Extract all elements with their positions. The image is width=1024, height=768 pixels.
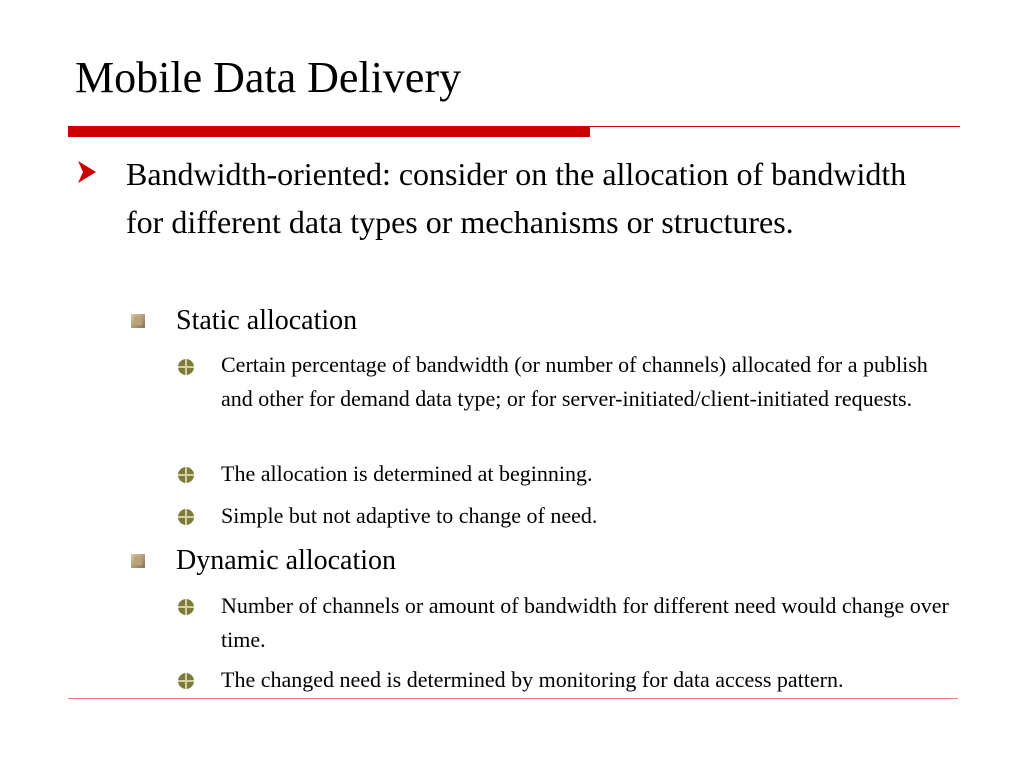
title-underline-thick [68, 126, 590, 137]
circle-bullet-icon [176, 507, 196, 527]
title-underline-thin [590, 126, 960, 127]
main-point-text: Bandwidth-oriented: consider on the allocation of bandwidth for different data types or mechanisms or structures. [126, 156, 907, 240]
list-item: The changed need is determined by monitoring for data access pattern. [221, 667, 844, 692]
list-item: Simple but not adaptive to change of need. [221, 503, 598, 528]
circle-bullet-icon [176, 671, 196, 691]
arrow-bullet-icon [74, 159, 100, 185]
footer-divider [68, 698, 958, 699]
slide-title: Mobile Data Delivery [75, 53, 462, 102]
square-bullet-icon [130, 313, 146, 329]
square-bullet-icon [130, 553, 146, 569]
circle-bullet-icon [176, 597, 196, 617]
circle-bullet-icon [176, 465, 196, 485]
circle-bullet-icon [176, 357, 196, 377]
list-item: Certain percentage of bandwidth (or number of channels) allocated for a publish and other for demand data type; or for server-initiated/client-initiated requests. [221, 352, 928, 411]
list-item: The allocation is determined at beginning. [221, 461, 593, 486]
subpoint-label: Dynamic allocation [176, 545, 397, 576]
subpoint-label: Static allocation [176, 305, 358, 336]
list-item: Number of channels or amount of bandwidth for different need would change over time. [221, 593, 949, 652]
